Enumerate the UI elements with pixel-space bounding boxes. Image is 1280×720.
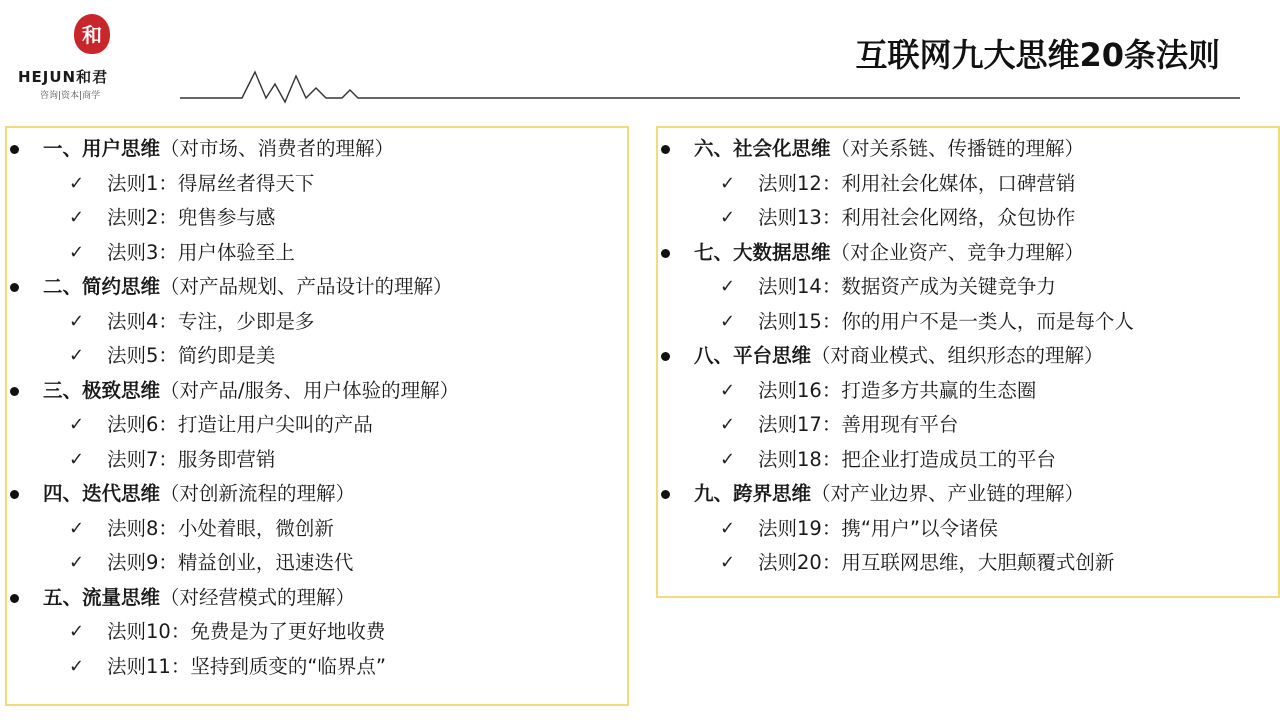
rule-item xyxy=(7,443,627,478)
bullet-icon xyxy=(661,249,670,258)
pulse-line-divider xyxy=(180,68,1240,108)
brand-name: HEJUN和君 xyxy=(18,68,109,86)
rule-text: 法则6：打造让用户尖叫的产品 xyxy=(107,413,373,436)
brand-logo xyxy=(16,8,156,101)
rule-item xyxy=(7,167,627,202)
section-title: 四、迭代思维 xyxy=(43,482,161,505)
section-heading xyxy=(7,132,627,167)
bullet-icon xyxy=(10,490,19,499)
section-note: （对产品/服务、用户体验的理解） xyxy=(160,378,460,402)
rule-item xyxy=(658,305,1278,340)
rule-text: 法则14：数据资产成为关键竞争力 xyxy=(758,275,1056,298)
section-title: 九、跨界思维 xyxy=(694,482,812,505)
checkmark-icon: ✓ xyxy=(720,379,736,401)
rule-item xyxy=(7,546,627,581)
rule-item xyxy=(658,201,1278,236)
rule-item xyxy=(7,305,627,340)
bullet-icon xyxy=(10,594,19,603)
section-note: （对创新流程的理解） xyxy=(160,482,356,505)
section-note: （对市场、消费者的理解） xyxy=(160,137,395,160)
checkmark-icon: ✓ xyxy=(69,310,85,332)
checkmark-icon: ✓ xyxy=(720,276,736,297)
rule-item xyxy=(7,201,627,236)
section-note: （对商业模式、组织形态的理解） xyxy=(811,344,1104,367)
logo-seal-char: 和 xyxy=(82,23,102,47)
left-panel xyxy=(5,126,629,706)
rule-item xyxy=(7,615,627,650)
rule-item xyxy=(658,408,1278,443)
section-heading xyxy=(658,236,1278,271)
rule-text: 法则20：用互联网思维，大胆颠覆式创新 xyxy=(758,551,1115,574)
rule-text: 法则5：简约即是美 xyxy=(107,344,276,367)
rule-text: 法则10：免费是为了更好地收费 xyxy=(107,620,386,643)
bullet-icon xyxy=(661,352,670,361)
checkmark-icon: ✓ xyxy=(720,207,736,228)
section-note: （对企业资产、竞争力理解） xyxy=(830,240,1085,264)
rule-item xyxy=(7,650,627,685)
rule-item xyxy=(7,236,627,271)
rule-text: 法则8：小处着眼，微创新 xyxy=(107,516,334,540)
checkmark-icon: ✓ xyxy=(69,172,85,194)
checkmark-icon: ✓ xyxy=(720,414,736,435)
rule-text: 法则1：得屌丝者得天下 xyxy=(107,171,315,195)
section-title: 七、大数据思维 xyxy=(694,240,831,264)
bullet-icon xyxy=(10,145,19,154)
bullet-icon xyxy=(661,145,670,154)
checkmark-icon: ✓ xyxy=(69,621,85,642)
rule-item xyxy=(658,512,1278,547)
section-note: （对产品规划、产品设计的理解） xyxy=(160,275,453,298)
rule-text: 法则4：专注，少即是多 xyxy=(107,309,315,333)
checkmark-icon: ✓ xyxy=(69,448,85,470)
rule-item xyxy=(658,167,1278,202)
checkmark-icon: ✓ xyxy=(720,448,736,470)
section-heading xyxy=(7,581,627,616)
rule-text: 法则16：打造多方共赢的生态圈 xyxy=(758,378,1037,402)
section-heading xyxy=(7,270,627,305)
rule-item xyxy=(658,443,1278,478)
rule-text: 法则11：坚持到质变的“临界点” xyxy=(107,654,387,678)
rule-text: 法则3：用户体验至上 xyxy=(107,240,295,264)
page-title: 互联网九大思维20条法则 xyxy=(855,36,1220,74)
checkmark-icon: ✓ xyxy=(720,517,736,539)
logo-seal-icon xyxy=(74,14,110,54)
checkmark-icon: ✓ xyxy=(69,207,85,228)
rule-item xyxy=(658,374,1278,409)
rule-item xyxy=(658,270,1278,305)
section-title: 六、社会化思维 xyxy=(694,137,831,160)
checkmark-icon: ✓ xyxy=(69,241,85,263)
right-panel xyxy=(656,126,1280,598)
checkmark-icon: ✓ xyxy=(69,517,85,539)
section-heading xyxy=(7,374,627,409)
checkmark-icon: ✓ xyxy=(69,345,85,366)
rule-text: 法则17：善用现有平台 xyxy=(758,413,959,436)
bullet-icon xyxy=(10,387,19,396)
rule-text: 法则2：兜售参与感 xyxy=(107,206,276,229)
section-heading xyxy=(658,339,1278,374)
bullet-icon xyxy=(10,283,19,292)
section-heading xyxy=(658,477,1278,512)
brand-tagline: 咨询|资本|商学 xyxy=(40,91,101,101)
section-note: （对产业边界、产业链的理解） xyxy=(811,482,1085,505)
rule-text: 法则12：利用社会化媒体，口碑营销 xyxy=(758,171,1076,195)
rule-item xyxy=(658,546,1278,581)
section-heading xyxy=(658,132,1278,167)
section-note: （对经营模式的理解） xyxy=(160,585,356,609)
rule-item xyxy=(7,408,627,443)
rule-text: 法则19：携“用户”以令诸侯 xyxy=(758,516,999,540)
checkmark-icon: ✓ xyxy=(69,655,85,677)
section-heading xyxy=(7,477,627,512)
section-note: （对关系链、传播链的理解） xyxy=(830,137,1085,160)
rule-text: 法则13：利用社会化网络，众包协作 xyxy=(758,206,1076,229)
rule-text: 法则18：把企业打造成员工的平台 xyxy=(758,447,1056,471)
rule-text: 法则15：你的用户不是一类人，而是每个人 xyxy=(758,309,1134,333)
rule-item xyxy=(7,339,627,374)
checkmark-icon: ✓ xyxy=(720,552,736,573)
checkmark-icon: ✓ xyxy=(720,172,736,194)
section-title: 一、用户思维 xyxy=(43,137,161,160)
rule-item xyxy=(7,512,627,547)
checkmark-icon: ✓ xyxy=(69,552,85,573)
section-title: 三、极致思维 xyxy=(43,378,161,402)
rule-text: 法则7：服务即营销 xyxy=(107,447,276,471)
checkmark-icon: ✓ xyxy=(720,310,736,332)
bullet-icon xyxy=(661,490,670,499)
section-title: 五、流量思维 xyxy=(43,585,161,609)
rule-text: 法则9：精益创业，迅速迭代 xyxy=(107,551,354,574)
section-title: 二、简约思维 xyxy=(43,275,161,298)
checkmark-icon: ✓ xyxy=(69,414,85,435)
section-title: 八、平台思维 xyxy=(694,344,812,367)
